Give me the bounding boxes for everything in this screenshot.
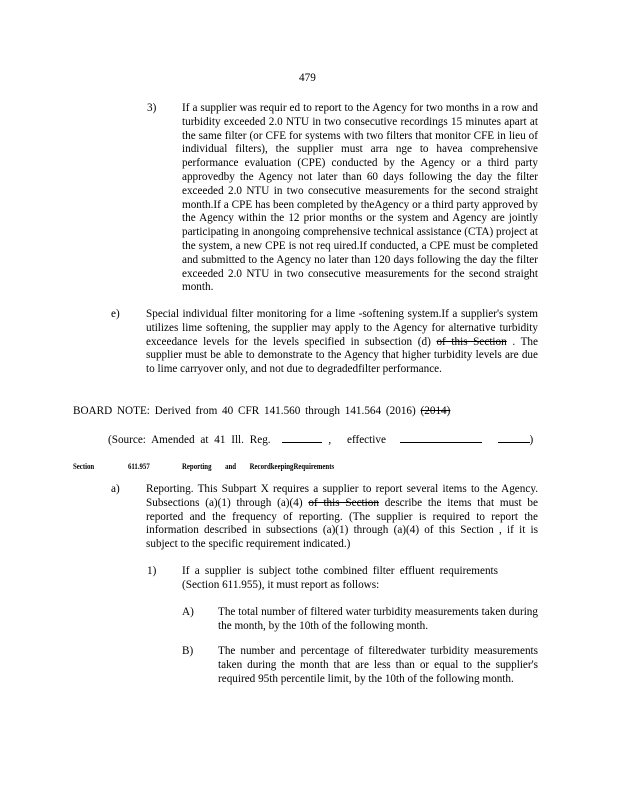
item-1-paragraph: If a supplier is subject tothe combined filter effluent requirements (Section 611.955), it must report as follows: xyxy=(182,565,498,591)
board-note-text: BOARD NOTE: Derived from 40 CFR 141.560 through 141.564 (2016) xyxy=(73,405,421,417)
board-note xyxy=(73,405,543,419)
source-effective-label: effective xyxy=(346,434,386,446)
effective-date-blank xyxy=(400,431,482,443)
item-A-paragraph: The total number of filtered water turbidity measurements taken during the month, by the 10th of the following month. xyxy=(218,606,538,632)
item-e-paragraph xyxy=(146,308,538,377)
board-note-struck-text: (2014) xyxy=(420,405,451,417)
item-3-paragraph: If a supplier was requir ed to report to the Agency for two months in a row and turbidity exceeded 2.0 NTU in two consecutive recordings 15 minutes apart at the same filter (or CFE for systems with two filters that monitor CFE in lieu of individual filters), the supplier must arra nge to havea comprehensive performance evaluation (CPE) conducted by the Agency or a third party approvedby the Agency not later than 60 days following the day the filter exceeded 2.0 NTU in two consecutive measurements for the second straight month.If a CPE has been completed by theAgency or a third party approved by the Agency within the 12 prior months or the system and Agency are jointly participating in anongoing comprehensive technical assistance (CTA) project at the system, a new CPE is not req uired.If conducted, a CPE must be completed and submitted to the Agency no later than 120 days following the day the filter exceeded 2.0 NTU in two consecutive measurements for the second straight month. xyxy=(182,102,538,294)
item-e-text-a: Special individual filter monitoring for a lime -softening system.If a supplier's system utilizes lime softening, the supplier may apply to the Agency for alternative turbidity exceedance levels for the levels specified in subsection (d) xyxy=(146,308,538,348)
section-number: 611.957 xyxy=(128,462,150,471)
item-e-label: e) xyxy=(111,308,120,320)
item-B-label: B) xyxy=(182,645,194,657)
item-1-label: 1) xyxy=(147,565,157,577)
section-heading-label: Section xyxy=(73,462,95,471)
item-e-struck-text: of this Section xyxy=(436,335,507,348)
item-A-label: A) xyxy=(182,606,194,618)
item-a-paragraph xyxy=(146,483,538,552)
effective-blank-2 xyxy=(498,431,530,443)
register-number-blank xyxy=(282,431,322,443)
source-prefix: (Source: Amended at 41 Ill. Reg. xyxy=(108,434,271,446)
item-a-struck-text: of this Section xyxy=(308,496,379,509)
item-3-label: 3) xyxy=(147,102,157,114)
item-a-text-b: describe the items that must be reported and the frequency of reporting. (The supplier is required to report the information described in subsections (a)(1) through (a)(4) of this Section , if it is subject to the specific requirement indicated.) xyxy=(146,496,538,551)
item-a-label: a) xyxy=(111,483,120,495)
item-B-paragraph: The number and percentage of filteredwater turbidity measurements taken during the month that are less than or equal to the supplier's required 95th percentile limit, by the 10th of the following month. xyxy=(218,645,538,685)
page-number: 479 xyxy=(299,72,316,84)
section-title: Reporting and RecordkeepingRequirements xyxy=(182,462,335,471)
item-a-text-a: Reporting. This Subpart X requires a supplier to report several items to the Agency. Subsections (a)(1) through (a)(4) xyxy=(146,483,538,509)
source-line: (Source: Amended at 41 Ill. Reg. , effective ) xyxy=(108,431,533,448)
item-e-text-b: . The supplier must be able to demonstrate to the Agency that higher turbidity levels are due to lime carryover only, and not due to degradedfilter performance. xyxy=(146,335,538,376)
